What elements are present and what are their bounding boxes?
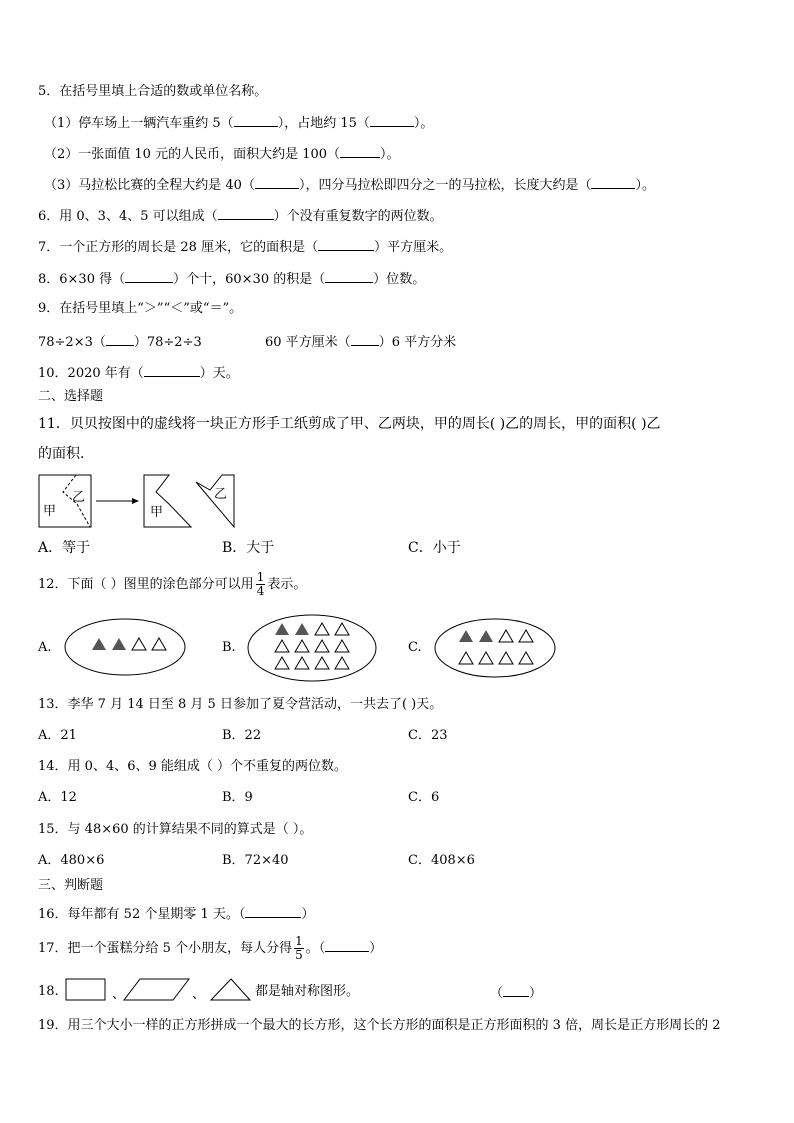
q16: 16．每年都有 52 个星期零 1 天。（ ）	[38, 907, 315, 922]
q11-option-b[interactable]: B．大于	[222, 540, 275, 556]
triangle-shape	[211, 979, 250, 1000]
q18-text: 都是轴对称图形。	[255, 984, 360, 999]
blank[interactable]	[125, 270, 173, 283]
blank[interactable]	[106, 333, 134, 346]
q18-answer: （ ）	[490, 986, 543, 1001]
q10: 10．2020 年有（ ）天。	[38, 366, 239, 381]
q11-option-a[interactable]: A．等于	[38, 540, 91, 556]
blank[interactable]	[503, 984, 529, 997]
ellipse-b-triangles[interactable]	[247, 614, 379, 682]
q14-option-b[interactable]: B．9	[222, 790, 253, 805]
q11-line1: 11．贝贝按图中的虚线将一块正方形手工纸剪成了甲、乙两块，甲的周长( )乙的周长，甲的面积( )乙	[38, 416, 661, 432]
q15-option-b[interactable]: B．72×40	[222, 853, 289, 868]
q15-option-c[interactable]: C．408×6	[408, 853, 475, 868]
q13-question: 13．李华 7 月 14 日至 8 月 5 日参加了夏令营活动，一共去了( )天。	[38, 697, 443, 712]
blank[interactable]	[144, 364, 200, 377]
blank[interactable]	[591, 176, 635, 189]
q5-item3: （3）马拉松比赛的全程大约是 40（ ），四分马拉松即四分之一的马拉松，长度大约是（ ）。	[44, 178, 655, 193]
ellipse-c-triangles[interactable]	[434, 618, 558, 678]
q13-option-c[interactable]: C．23	[408, 728, 448, 743]
blank[interactable]	[370, 114, 414, 127]
section-title: 三、判断题	[38, 878, 104, 893]
blank[interactable]	[351, 333, 379, 346]
q18-number: 18.	[38, 984, 59, 999]
q17: 17．把一个蛋糕分给 5 个小朋友，每人分得 $\frac{1}{5}$ 。（ ）	[38, 934, 383, 962]
label-yi: 乙	[214, 487, 228, 502]
q8: 8．6×30 得（ ）个十，60×30 的积是（ ）位数。	[38, 272, 426, 287]
blank[interactable]	[245, 905, 301, 918]
q9-expr1: 78÷2×3（ ）78÷2÷3	[38, 335, 202, 350]
q13-option-a[interactable]: A．21	[38, 728, 77, 743]
label-yi: 乙	[72, 490, 86, 505]
ellipse-a-triangles[interactable]	[64, 618, 188, 676]
q14-option-a[interactable]: A．12	[38, 790, 77, 805]
blank[interactable]	[340, 145, 380, 158]
q14-question: 14．用 0、4、6、9 能组成（ ）个不重复的两位数。	[38, 759, 348, 774]
q5-title: 5．在括号里填上合适的数或单位名称。	[38, 84, 268, 99]
q15-option-a[interactable]: A．480×6	[38, 853, 105, 868]
q9-title: 9．在括号里填上“＞”“＜”或“＝”。	[38, 301, 243, 316]
q12-question: 12．下面（ ）图里的涂色部分可以用 $\frac{1}{4}$ 表示。	[38, 570, 307, 598]
blank[interactable]	[218, 207, 274, 220]
q5-item1: （1）停车场上一辆汽车重约 5（ ），占地约 15（ ）。	[44, 116, 434, 131]
label-jia: 甲	[43, 504, 57, 519]
blank[interactable]	[255, 176, 299, 189]
blank[interactable]	[234, 114, 278, 127]
label-jia: 甲	[150, 505, 164, 520]
blank[interactable]	[325, 270, 373, 283]
section-title: 二、选择题	[38, 389, 104, 404]
q18-shapes	[65, 978, 251, 1004]
q12-label-a[interactable]: A.	[38, 640, 52, 655]
q13-option-b[interactable]: B．22	[222, 728, 262, 743]
q15-question: 15．与 48×60 的计算结果不同的算式是（ ）。	[38, 822, 313, 837]
separator: 、	[192, 987, 206, 1002]
fraction-one-fifth: $\frac{1}{5}$	[295, 934, 303, 962]
blank[interactable]	[318, 238, 374, 251]
rectangle-shape	[66, 979, 105, 1000]
q7: 7．一个正方形的周长是 28 厘米，它的面积是（ ）平方厘米。	[38, 240, 453, 255]
q12-label-b[interactable]: B.	[222, 640, 236, 655]
fraction-one-quarter: $\frac{1}{4}$	[256, 570, 265, 598]
q5-item2: （2）一张面值 10 元的人民币，面积大约是 100（ ）。	[44, 147, 400, 162]
parallelogram-shape	[124, 979, 189, 1000]
q12-label-c[interactable]: C.	[408, 640, 422, 655]
q6: 6．用 0、3、4、5 可以组成（ ）个没有重复数字的两位数。	[38, 209, 443, 224]
q19-question: 19．用三个大小一样的正方形拼成一个最大的长方形，这个长方形的面积是正方形面积的 3 倍，周长是正方形周长的 2	[38, 1018, 721, 1033]
blank[interactable]	[325, 939, 369, 952]
q11-line2: 的面积.	[38, 446, 85, 462]
q11-option-c[interactable]: C．小于	[408, 540, 461, 556]
separator: 、	[112, 987, 126, 1002]
q9-expr2: 60 平方厘米（ ）6 平方分米	[265, 335, 457, 350]
q14-option-c[interactable]: C．6	[408, 790, 440, 805]
paper-cut-figure	[38, 474, 248, 530]
